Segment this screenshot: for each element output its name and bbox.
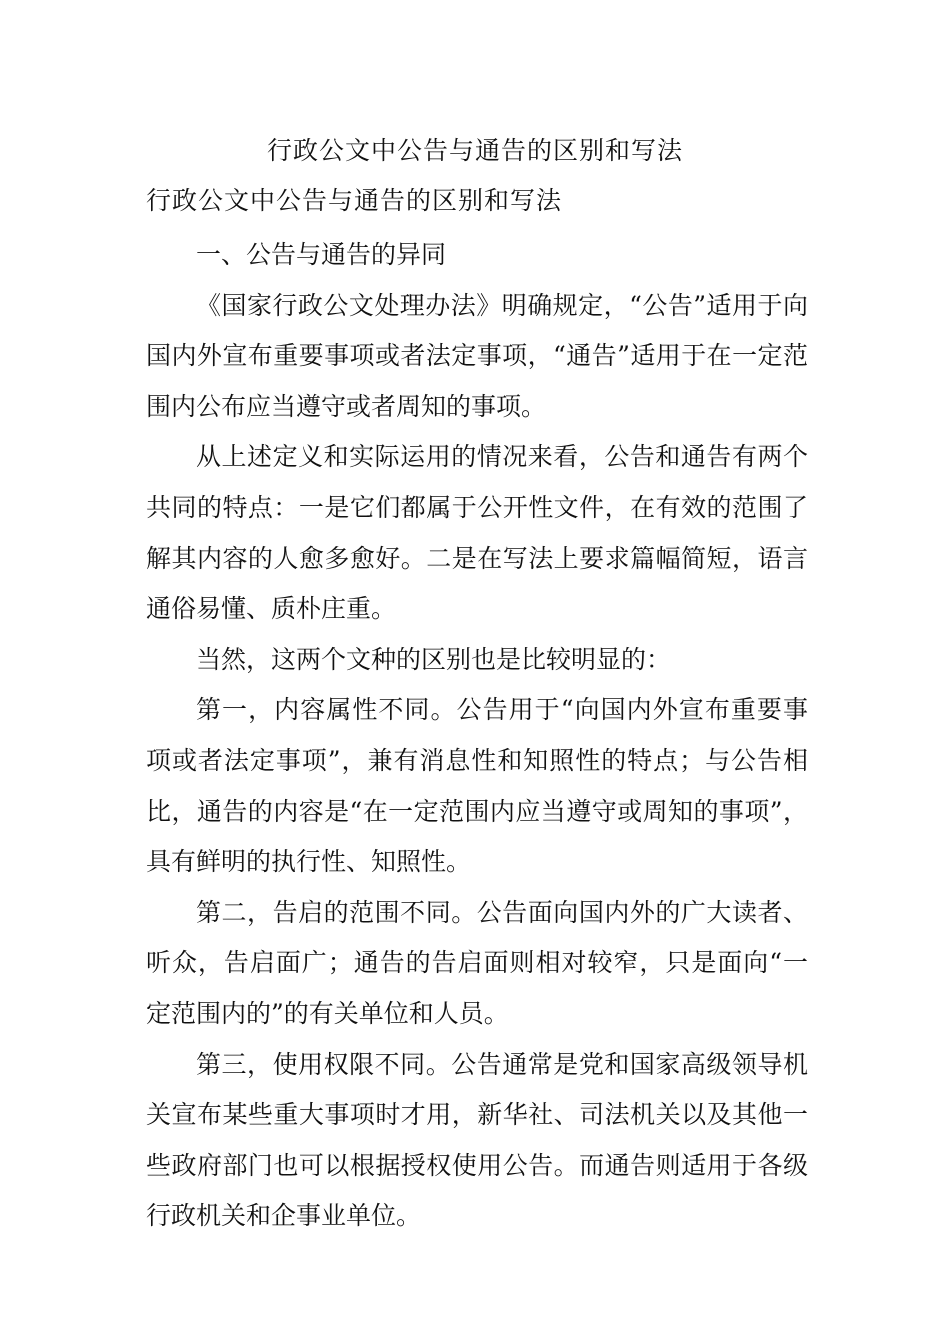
paragraph-differences-intro: 当然，这两个文种的区别也是比较明显的： — [196, 644, 672, 674]
paragraph-definition: 《国家行政公文处理办法》明确规定，“公告”适用于向国内外宣布重要事项或者法定事项，“通告”适用于在一定范围内公布应当遵守或者周知的事项。 — [146, 290, 808, 421]
paragraph-difference-3: 第三，使用权限不同。公告通常是党和国家高级领导机关宣布某些重大事项时才用，新华社、司法机关以及其他一些政府部门也可以根据授权使用公告。而通告则适用于各级行政机关和企事业单位。 — [146, 1049, 808, 1231]
document-title: 行政公文中公告与通告的区别和写法 — [266, 136, 683, 165]
paragraph-common-features: 从上述定义和实际运用的情况来看，公告和通告有两个共同的特点：一是它们都属于公开性文件，在有效的范围了解其内容的人愈多愈好。二是在写法上要求篇幅简短，语言通俗易懂、质朴庄重。 — [146, 442, 808, 624]
document-body — [146, 230, 808, 1242]
paragraph-difference-2: 第二，告启的范围不同。公告面向国内外的广大读者、听众，告启面广；通告的告启面则相对较窄，只是面向“一定范围内的”的有关单位和人员。 — [146, 897, 808, 1028]
paragraph-difference-1: 第一，内容属性不同。公告用于“向国内外宣布重要事项或者法定事项”，兼有消息性和知照性的特点；与公告相比，通告的内容是“在一定范围内应当遵守或周知的事项”，具有鲜明的执行性、知照性。 — [146, 695, 808, 877]
section-heading: 一、公告与通告的异同 — [196, 240, 447, 269]
document-subtitle: 行政公文中公告与通告的区别和写法 — [146, 186, 563, 215]
